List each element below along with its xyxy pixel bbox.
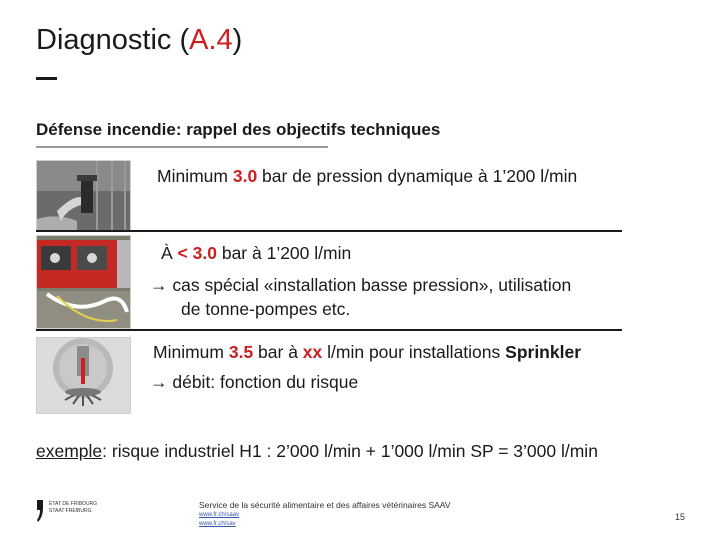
block1-value: 3.0 bbox=[232, 166, 258, 186]
footer-link-2[interactable]: www.fr.ch/sav bbox=[199, 521, 236, 527]
page-title bbox=[36, 24, 242, 57]
logo-line2: STAAT FREIBURG bbox=[49, 508, 92, 514]
block3-line1 bbox=[153, 342, 581, 363]
block3-line2: → débit: fonction du risque bbox=[150, 372, 359, 392]
divider-1 bbox=[36, 230, 622, 232]
footer-service: Service de la sécurité alimentaire et des affaires vétérinaires SAAV bbox=[199, 500, 451, 510]
footer-link-1[interactable]: www.fr.ch/saav bbox=[199, 512, 240, 518]
block2-line1 bbox=[161, 243, 351, 264]
block3-pressure: 3.5 bbox=[228, 342, 254, 362]
block2-line2: → cas spécial «installation basse pression», utilisation bbox=[150, 275, 572, 295]
section-subtitle: Défense incendie: rappel des objectifs techniques bbox=[36, 120, 441, 139]
page-number: 15 bbox=[675, 512, 686, 522]
block2-pre: À bbox=[161, 243, 178, 263]
example-label: exemple bbox=[36, 441, 103, 461]
block1-pre: Minimum bbox=[157, 166, 233, 186]
block2-post: bar à 1’200 l/min bbox=[216, 243, 352, 263]
block2-value: < 3.0 bbox=[177, 243, 217, 263]
subtitle-rule bbox=[36, 146, 328, 148]
block3-flow: xx bbox=[302, 342, 323, 362]
logo-line1: ETAT DE FRIBOURG bbox=[49, 501, 98, 507]
title-underline bbox=[36, 77, 57, 80]
title-prefix: Diagnostic ( bbox=[36, 24, 190, 56]
fribourg-logo bbox=[36, 500, 98, 527]
block1-post: bar de pression dynamique à 1’200 l/min bbox=[257, 166, 578, 186]
block1-line bbox=[157, 166, 577, 187]
block3-mid: bar à bbox=[253, 342, 303, 362]
hydrant-photo bbox=[36, 160, 131, 232]
block3-sprinkler: Sprinkler bbox=[505, 342, 582, 362]
title-suffix: ) bbox=[232, 24, 243, 56]
fire-truck-photo bbox=[36, 235, 131, 329]
divider-2 bbox=[36, 329, 622, 331]
block3-post: l/min pour installations bbox=[322, 342, 506, 362]
example-text: : risque industriel H1 : 2’000 l/min + 1’000 l/min SP = 3’000 l/min bbox=[102, 441, 598, 461]
block3-pre: Minimum bbox=[153, 342, 229, 362]
sprinkler-photo bbox=[36, 337, 131, 414]
block2-line3: de tonne-pompes etc. bbox=[181, 299, 351, 319]
title-accent: A.4 bbox=[189, 24, 233, 56]
example-line bbox=[36, 441, 598, 462]
